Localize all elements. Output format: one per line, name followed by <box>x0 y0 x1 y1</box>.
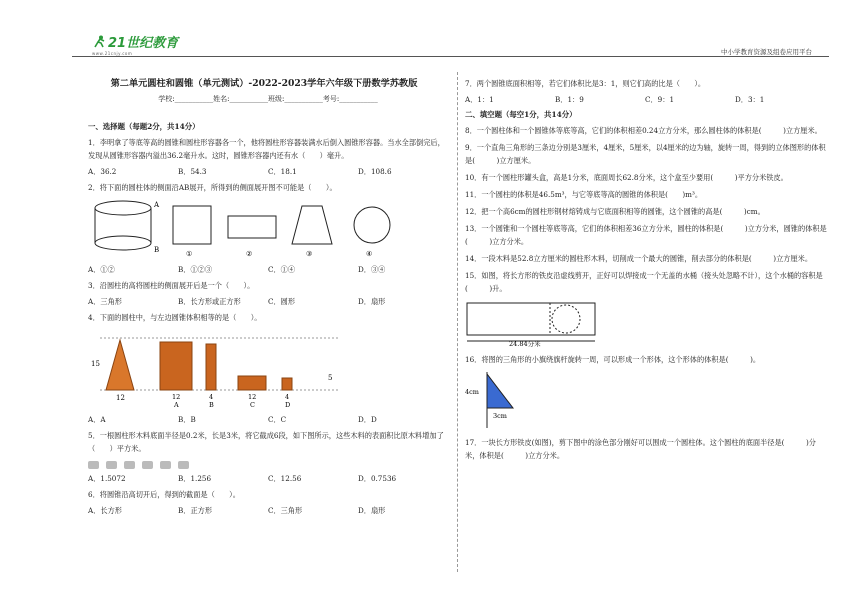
option-b: B．1.256 <box>178 474 212 483</box>
question-10: 10．有一个圆柱形罐头盒，高是1分米，底面周长62.8分米，这个盒至少要用( )平方分米铁皮。 <box>465 173 788 182</box>
question-9: 9．一个直角三角形的三条边分别是3厘米，4厘米，5厘米，以4厘米的边为轴，旋转一周，得到的立体图形的体积是( )立方厘米。 <box>465 143 826 165</box>
log-piece <box>160 461 171 469</box>
question-4-options <box>88 415 448 425</box>
b-diameter-label: 4 <box>209 393 214 401</box>
option-b: B．①②③ <box>178 265 213 274</box>
option-a: A．三角形 <box>88 297 122 306</box>
runner-icon <box>92 35 106 49</box>
option-a: A．A <box>88 415 106 424</box>
right-column <box>465 75 830 462</box>
option-c: C．圆形 <box>268 297 296 306</box>
flag-height-label: 4cm <box>465 388 479 396</box>
question-15: 15．如图，将长方形的铁皮沿虚线剪开，正好可以焊接成一个无盖的水桶（接头处忽略不计），这个水桶的容积是( )升。 <box>465 271 823 293</box>
cylinder-b-label: B <box>209 401 214 408</box>
option-b: B．B <box>178 415 196 424</box>
option-c: C．三角形 <box>268 506 303 515</box>
column-divider <box>457 72 458 572</box>
cylinder-a-label: A <box>174 401 179 408</box>
logo-text: 21世纪教育 <box>108 36 179 51</box>
shape-3-label: ③ <box>306 250 313 258</box>
question-8: 8．一个圆柱体和一个圆锥体等底等高，它们的体积相差0.24立方分米，那么圆柱体的体积是( )立方厘米。 <box>465 126 822 135</box>
option-d: D．扇形 <box>358 297 386 306</box>
d-diameter-label: 4 <box>285 393 290 401</box>
log-piece <box>124 461 135 469</box>
option-a: A．36.2 <box>88 167 117 176</box>
figure-cone-cylinders <box>88 328 348 408</box>
option-b: B．54.3 <box>178 167 207 176</box>
log-piece <box>142 461 153 469</box>
label-a: A <box>154 201 160 209</box>
question-7: 7．两个圆锥底面积相等，若它们体积比是3：1，则它们高的比是（ ）。 <box>465 79 706 88</box>
label-b: B <box>154 246 160 254</box>
c-diameter-label: 12 <box>248 393 257 401</box>
a-diameter-label: 12 <box>172 393 181 401</box>
question-7-options <box>465 95 830 105</box>
option-c: C．9：1 <box>645 95 675 104</box>
left-column <box>88 75 448 516</box>
shape-4-label: ④ <box>366 250 373 258</box>
question-14: 14．一段木料是52.8立方厘米的圆柱形木料，切削成一个最大的圆锥，削去部分的体积是( )立方厘米。 <box>465 254 813 263</box>
log-piece <box>178 461 189 469</box>
shape-1-label: ① <box>186 250 193 258</box>
page-title: 第二单元圆柱和圆锥（单元测试）-2022-2023学年六年级下册数学苏教版 <box>110 78 418 89</box>
question-6-options <box>88 506 448 516</box>
option-b: B．正方形 <box>178 506 213 515</box>
question-1-options <box>88 167 448 177</box>
question-4: 4．下面的圆柱中，与左边圆锥体积相等的是（ ）。 <box>88 313 262 322</box>
option-d: D．D <box>358 415 377 424</box>
figure-tin-sheet <box>465 299 615 347</box>
option-c: C．C <box>268 415 287 424</box>
question-3: 3．沿圆柱的高将圆柱的侧面展开后是一个（ ）。 <box>88 281 255 290</box>
question-16: 16．将图的三角形的小旗绕旗杆旋转一周，可以形成一个形体，这个形体的体积是( )。 <box>465 355 761 364</box>
header-rule <box>72 56 829 57</box>
cone-diameter-label: 12 <box>116 394 125 402</box>
section-choice-title: 一、选择题（每题2分，共14分） <box>88 122 200 131</box>
section-fill-title: 二、填空题（每空1分，共14分） <box>465 110 577 119</box>
option-c: C．①④ <box>268 265 296 274</box>
option-c: C．18.1 <box>268 167 297 176</box>
flag-width-label: 3cm <box>493 412 507 420</box>
option-d: D．3：1 <box>735 95 765 104</box>
short-height-label: 5 <box>328 374 333 382</box>
option-d: D．扇形 <box>358 506 386 515</box>
figure-triangle-flag <box>465 370 545 430</box>
figure-cylinder-unfold <box>88 198 438 258</box>
cylinder-d-label: D <box>285 401 291 408</box>
sheet-length-label: 24.84分米 <box>509 340 541 347</box>
question-3-options <box>88 297 448 307</box>
log-piece <box>88 461 99 469</box>
option-a: A．1.5072 <box>88 474 126 483</box>
question-13: 13．一个圆锥和一个圆柱等底等高，它们的体积相差36立方分米，圆柱的体积是( )立方分米，圆锥的体积是( )立方分米。 <box>465 224 827 246</box>
option-a: A．1：1 <box>465 95 494 104</box>
question-11: 11．一个圆柱的体积是46.5m³，与它等底等高的圆锥的体积是( )m³。 <box>465 190 703 199</box>
question-1: 1．李明拿了等底等高的圆锥和圆柱形容器各一个，他将圆柱形容器装满水后倒入圆锥形容器。当水全部倒完后，发现从圆锥形容器内溢出36.2毫升水。这时，圆锥形容器内还有水（ ）毫升。 <box>88 138 445 160</box>
option-d: D．③④ <box>358 265 386 274</box>
log-piece <box>106 461 117 469</box>
question-5: 5．一根圆柱形木料底面半径是0.2米，长是3米，将它截成6段，如下图所示，这些木料的表面积比原木料增加了（ ）平方米。 <box>88 431 444 453</box>
log-pieces-figure <box>88 461 448 469</box>
question-17: 17．一块长方形铁皮(如图)，剪下图中的涂色部分刚好可以围成一个圆柱体。这个圆柱的底面半径是( )分米，体积是( )立方分米。 <box>465 438 816 460</box>
option-d: D．108.6 <box>358 167 392 176</box>
question-12: 12．把一个高6cm的圆柱形钢材熔铸成与它底面积相等的圆锥，这个圆锥的高是( )cm。 <box>465 207 765 216</box>
question-2-options <box>88 265 448 275</box>
logo <box>92 32 178 56</box>
option-a: A．长方形 <box>88 506 122 515</box>
question-2: 2．将下面的圆柱体的侧面沿AB展开，所得到的侧面展开图不可能是（ ）。 <box>88 183 337 192</box>
option-b: B．1：9 <box>555 95 584 104</box>
question-6: 6．将圆锥沿高切开后，得到的截面是（ ）。 <box>88 490 240 499</box>
platform-name: 中小学教育资源及组卷应用平台 <box>721 48 812 56</box>
option-a: A．①② <box>88 265 115 274</box>
cone-height-label: 15 <box>91 360 100 368</box>
cylinder-c-label: C <box>250 401 255 408</box>
option-b: B．长方形或正方形 <box>178 297 241 306</box>
shape-2-label: ② <box>246 250 253 258</box>
option-c: C．12.56 <box>268 474 302 483</box>
question-5-options <box>88 474 448 484</box>
logo-subtext: www.21cnjy.com <box>92 51 133 56</box>
option-d: D．0.7536 <box>358 474 397 483</box>
student-info-line: 学校:___________姓名:___________班级:___________考号:___________ <box>158 95 378 103</box>
